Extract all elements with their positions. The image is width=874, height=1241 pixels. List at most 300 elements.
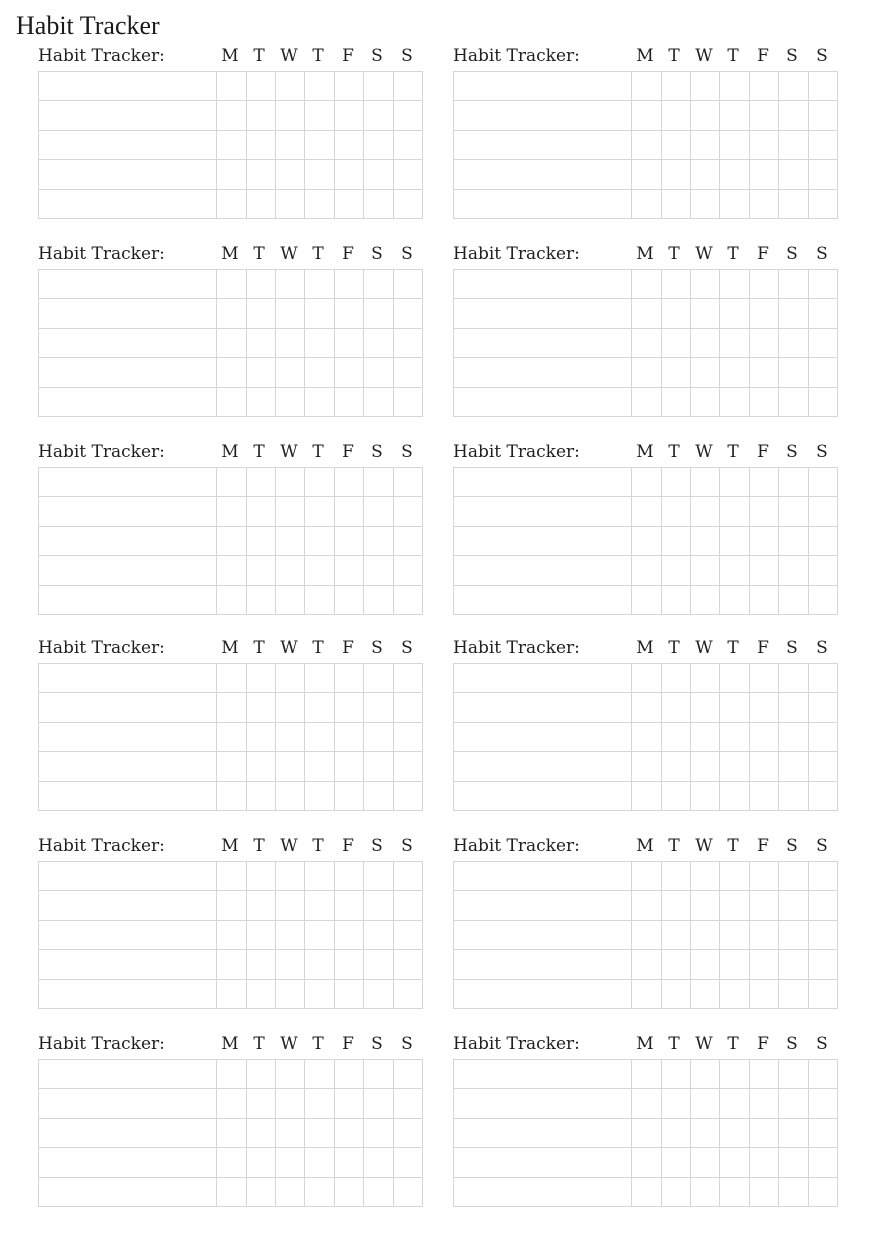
day-checkbox-cell[interactable] [276,299,305,328]
day-checkbox-cell[interactable] [632,950,661,979]
day-checkbox-cell[interactable] [632,920,661,949]
day-checkbox-cell[interactable] [779,1118,808,1147]
day-checkbox-cell[interactable] [276,101,305,130]
day-checkbox-cell[interactable] [305,130,334,159]
habit-name-cell[interactable] [454,920,632,949]
day-checkbox-cell[interactable] [749,387,778,416]
day-checkbox-cell[interactable] [217,526,246,555]
day-checkbox-cell[interactable] [276,328,305,357]
day-checkbox-cell[interactable] [691,1148,720,1177]
day-checkbox-cell[interactable] [632,1177,661,1206]
day-checkbox-cell[interactable] [364,526,393,555]
day-checkbox-cell[interactable] [246,752,275,781]
day-checkbox-cell[interactable] [246,693,275,722]
day-checkbox-cell[interactable] [808,72,837,101]
day-checkbox-cell[interactable] [393,72,422,101]
day-checkbox-cell[interactable] [217,358,246,387]
day-checkbox-cell[interactable] [720,556,749,585]
day-checkbox-cell[interactable] [632,358,661,387]
day-checkbox-cell[interactable] [632,270,661,299]
day-checkbox-cell[interactable] [661,979,690,1008]
day-checkbox-cell[interactable] [393,693,422,722]
day-checkbox-cell[interactable] [305,722,334,751]
day-checkbox-cell[interactable] [334,1089,363,1118]
day-checkbox-cell[interactable] [691,497,720,526]
day-checkbox-cell[interactable] [661,299,690,328]
day-checkbox-cell[interactable] [246,270,275,299]
habit-name-cell[interactable] [39,72,217,101]
habit-name-cell[interactable] [39,328,217,357]
day-checkbox-cell[interactable] [749,299,778,328]
day-checkbox-cell[interactable] [393,299,422,328]
day-checkbox-cell[interactable] [364,862,393,891]
day-checkbox-cell[interactable] [305,270,334,299]
day-checkbox-cell[interactable] [393,862,422,891]
day-checkbox-cell[interactable] [808,328,837,357]
day-checkbox-cell[interactable] [808,299,837,328]
day-checkbox-cell[interactable] [720,1118,749,1147]
day-checkbox-cell[interactable] [246,1118,275,1147]
day-checkbox-cell[interactable] [217,979,246,1008]
day-checkbox-cell[interactable] [217,468,246,497]
day-checkbox-cell[interactable] [276,358,305,387]
day-checkbox-cell[interactable] [217,189,246,218]
day-checkbox-cell[interactable] [661,72,690,101]
day-checkbox-cell[interactable] [720,1148,749,1177]
day-checkbox-cell[interactable] [364,387,393,416]
day-checkbox-cell[interactable] [808,526,837,555]
day-checkbox-cell[interactable] [691,358,720,387]
day-checkbox-cell[interactable] [305,160,334,189]
day-checkbox-cell[interactable] [779,722,808,751]
day-checkbox-cell[interactable] [779,358,808,387]
day-checkbox-cell[interactable] [749,862,778,891]
day-checkbox-cell[interactable] [720,862,749,891]
day-checkbox-cell[interactable] [217,299,246,328]
day-checkbox-cell[interactable] [364,752,393,781]
day-checkbox-cell[interactable] [217,1118,246,1147]
day-checkbox-cell[interactable] [393,1089,422,1118]
day-checkbox-cell[interactable] [217,891,246,920]
day-checkbox-cell[interactable] [217,752,246,781]
day-checkbox-cell[interactable] [334,328,363,357]
day-checkbox-cell[interactable] [691,468,720,497]
day-checkbox-cell[interactable] [364,950,393,979]
day-checkbox-cell[interactable] [691,101,720,130]
day-checkbox-cell[interactable] [217,1148,246,1177]
day-checkbox-cell[interactable] [334,160,363,189]
habit-name-cell[interactable] [39,722,217,751]
day-checkbox-cell[interactable] [364,891,393,920]
day-checkbox-cell[interactable] [808,1148,837,1177]
day-checkbox-cell[interactable] [661,468,690,497]
habit-name-cell[interactable] [39,497,217,526]
day-checkbox-cell[interactable] [808,920,837,949]
habit-name-cell[interactable] [454,664,632,693]
day-checkbox-cell[interactable] [779,950,808,979]
day-checkbox-cell[interactable] [661,862,690,891]
day-checkbox-cell[interactable] [246,664,275,693]
habit-name-cell[interactable] [454,72,632,101]
day-checkbox-cell[interactable] [632,328,661,357]
day-checkbox-cell[interactable] [749,1089,778,1118]
day-checkbox-cell[interactable] [749,1118,778,1147]
day-checkbox-cell[interactable] [276,920,305,949]
day-checkbox-cell[interactable] [720,920,749,949]
day-checkbox-cell[interactable] [779,920,808,949]
day-checkbox-cell[interactable] [691,130,720,159]
day-checkbox-cell[interactable] [246,950,275,979]
habit-name-cell[interactable] [454,693,632,722]
day-checkbox-cell[interactable] [691,387,720,416]
day-checkbox-cell[interactable] [749,693,778,722]
day-checkbox-cell[interactable] [246,299,275,328]
day-checkbox-cell[interactable] [661,1089,690,1118]
day-checkbox-cell[interactable] [217,781,246,810]
day-checkbox-cell[interactable] [779,160,808,189]
day-checkbox-cell[interactable] [246,189,275,218]
day-checkbox-cell[interactable] [334,693,363,722]
day-checkbox-cell[interactable] [276,1089,305,1118]
day-checkbox-cell[interactable] [779,189,808,218]
day-checkbox-cell[interactable] [779,1060,808,1089]
day-checkbox-cell[interactable] [632,72,661,101]
day-checkbox-cell[interactable] [364,585,393,614]
day-checkbox-cell[interactable] [691,270,720,299]
day-checkbox-cell[interactable] [632,979,661,1008]
day-checkbox-cell[interactable] [749,920,778,949]
day-checkbox-cell[interactable] [276,189,305,218]
day-checkbox-cell[interactable] [217,328,246,357]
day-checkbox-cell[interactable] [305,556,334,585]
day-checkbox-cell[interactable] [364,722,393,751]
day-checkbox-cell[interactable] [334,72,363,101]
day-checkbox-cell[interactable] [364,781,393,810]
day-checkbox-cell[interactable] [393,358,422,387]
day-checkbox-cell[interactable] [393,468,422,497]
habit-name-cell[interactable] [39,1060,217,1089]
habit-name-cell[interactable] [454,101,632,130]
day-checkbox-cell[interactable] [305,979,334,1008]
day-checkbox-cell[interactable] [749,72,778,101]
day-checkbox-cell[interactable] [246,1089,275,1118]
habit-name-cell[interactable] [454,526,632,555]
day-checkbox-cell[interactable] [364,299,393,328]
day-checkbox-cell[interactable] [808,468,837,497]
habit-name-cell[interactable] [39,862,217,891]
day-checkbox-cell[interactable] [632,1060,661,1089]
day-checkbox-cell[interactable] [364,1148,393,1177]
habit-name-cell[interactable] [39,387,217,416]
day-checkbox-cell[interactable] [779,862,808,891]
day-checkbox-cell[interactable] [691,1118,720,1147]
day-checkbox-cell[interactable] [779,979,808,1008]
day-checkbox-cell[interactable] [808,1060,837,1089]
day-checkbox-cell[interactable] [334,722,363,751]
habit-name-cell[interactable] [454,468,632,497]
day-checkbox-cell[interactable] [691,781,720,810]
day-checkbox-cell[interactable] [246,556,275,585]
day-checkbox-cell[interactable] [393,497,422,526]
habit-name-cell[interactable] [454,862,632,891]
day-checkbox-cell[interactable] [661,1148,690,1177]
habit-name-cell[interactable] [454,722,632,751]
day-checkbox-cell[interactable] [779,693,808,722]
day-checkbox-cell[interactable] [305,585,334,614]
day-checkbox-cell[interactable] [334,891,363,920]
day-checkbox-cell[interactable] [720,160,749,189]
day-checkbox-cell[interactable] [632,664,661,693]
day-checkbox-cell[interactable] [661,752,690,781]
day-checkbox-cell[interactable] [808,752,837,781]
day-checkbox-cell[interactable] [632,1148,661,1177]
day-checkbox-cell[interactable] [691,862,720,891]
day-checkbox-cell[interactable] [364,693,393,722]
day-checkbox-cell[interactable] [305,358,334,387]
day-checkbox-cell[interactable] [749,781,778,810]
day-checkbox-cell[interactable] [691,891,720,920]
habit-name-cell[interactable] [454,387,632,416]
day-checkbox-cell[interactable] [246,497,275,526]
day-checkbox-cell[interactable] [632,556,661,585]
day-checkbox-cell[interactable] [691,979,720,1008]
day-checkbox-cell[interactable] [246,585,275,614]
day-checkbox-cell[interactable] [749,664,778,693]
day-checkbox-cell[interactable] [246,387,275,416]
day-checkbox-cell[interactable] [217,130,246,159]
habit-name-cell[interactable] [454,328,632,357]
day-checkbox-cell[interactable] [661,497,690,526]
day-checkbox-cell[interactable] [276,1148,305,1177]
day-checkbox-cell[interactable] [779,72,808,101]
day-checkbox-cell[interactable] [720,328,749,357]
day-checkbox-cell[interactable] [393,979,422,1008]
day-checkbox-cell[interactable] [808,160,837,189]
day-checkbox-cell[interactable] [749,1060,778,1089]
day-checkbox-cell[interactable] [632,526,661,555]
habit-name-cell[interactable] [39,1177,217,1206]
day-checkbox-cell[interactable] [364,328,393,357]
day-checkbox-cell[interactable] [632,1089,661,1118]
day-checkbox-cell[interactable] [334,468,363,497]
day-checkbox-cell[interactable] [632,862,661,891]
day-checkbox-cell[interactable] [720,781,749,810]
day-checkbox-cell[interactable] [808,101,837,130]
habit-name-cell[interactable] [39,693,217,722]
day-checkbox-cell[interactable] [334,664,363,693]
habit-name-cell[interactable] [39,556,217,585]
day-checkbox-cell[interactable] [305,526,334,555]
day-checkbox-cell[interactable] [808,358,837,387]
day-checkbox-cell[interactable] [276,387,305,416]
day-checkbox-cell[interactable] [720,387,749,416]
day-checkbox-cell[interactable] [217,862,246,891]
habit-name-cell[interactable] [454,752,632,781]
day-checkbox-cell[interactable] [691,664,720,693]
day-checkbox-cell[interactable] [779,497,808,526]
habit-name-cell[interactable] [454,950,632,979]
day-checkbox-cell[interactable] [661,781,690,810]
day-checkbox-cell[interactable] [217,722,246,751]
day-checkbox-cell[interactable] [305,72,334,101]
day-checkbox-cell[interactable] [246,1148,275,1177]
day-checkbox-cell[interactable] [393,891,422,920]
day-checkbox-cell[interactable] [808,950,837,979]
day-checkbox-cell[interactable] [305,387,334,416]
day-checkbox-cell[interactable] [808,862,837,891]
day-checkbox-cell[interactable] [691,920,720,949]
day-checkbox-cell[interactable] [632,1118,661,1147]
day-checkbox-cell[interactable] [632,722,661,751]
day-checkbox-cell[interactable] [661,722,690,751]
day-checkbox-cell[interactable] [779,270,808,299]
day-checkbox-cell[interactable] [217,160,246,189]
day-checkbox-cell[interactable] [276,950,305,979]
day-checkbox-cell[interactable] [808,1177,837,1206]
day-checkbox-cell[interactable] [779,101,808,130]
day-checkbox-cell[interactable] [276,160,305,189]
day-checkbox-cell[interactable] [246,358,275,387]
day-checkbox-cell[interactable] [779,664,808,693]
day-checkbox-cell[interactable] [808,270,837,299]
habit-name-cell[interactable] [39,299,217,328]
habit-name-cell[interactable] [454,358,632,387]
day-checkbox-cell[interactable] [334,920,363,949]
day-checkbox-cell[interactable] [779,328,808,357]
day-checkbox-cell[interactable] [749,160,778,189]
day-checkbox-cell[interactable] [749,468,778,497]
day-checkbox-cell[interactable] [217,1060,246,1089]
day-checkbox-cell[interactable] [246,160,275,189]
day-checkbox-cell[interactable] [305,299,334,328]
day-checkbox-cell[interactable] [691,299,720,328]
day-checkbox-cell[interactable] [276,468,305,497]
day-checkbox-cell[interactable] [393,1118,422,1147]
day-checkbox-cell[interactable] [276,1177,305,1206]
day-checkbox-cell[interactable] [749,1148,778,1177]
day-checkbox-cell[interactable] [779,585,808,614]
day-checkbox-cell[interactable] [364,1177,393,1206]
day-checkbox-cell[interactable] [632,101,661,130]
day-checkbox-cell[interactable] [720,1089,749,1118]
day-checkbox-cell[interactable] [305,1148,334,1177]
day-checkbox-cell[interactable] [393,664,422,693]
day-checkbox-cell[interactable] [276,1060,305,1089]
day-checkbox-cell[interactable] [661,189,690,218]
day-checkbox-cell[interactable] [334,781,363,810]
day-checkbox-cell[interactable] [691,328,720,357]
day-checkbox-cell[interactable] [661,664,690,693]
day-checkbox-cell[interactable] [661,270,690,299]
day-checkbox-cell[interactable] [661,328,690,357]
day-checkbox-cell[interactable] [691,1060,720,1089]
day-checkbox-cell[interactable] [305,920,334,949]
habit-name-cell[interactable] [39,160,217,189]
day-checkbox-cell[interactable] [720,752,749,781]
day-checkbox-cell[interactable] [276,556,305,585]
habit-name-cell[interactable] [454,270,632,299]
day-checkbox-cell[interactable] [661,950,690,979]
day-checkbox-cell[interactable] [720,270,749,299]
day-checkbox-cell[interactable] [691,585,720,614]
day-checkbox-cell[interactable] [305,1118,334,1147]
day-checkbox-cell[interactable] [632,189,661,218]
habit-name-cell[interactable] [39,979,217,1008]
habit-name-cell[interactable] [454,497,632,526]
day-checkbox-cell[interactable] [334,979,363,1008]
day-checkbox-cell[interactable] [808,1118,837,1147]
day-checkbox-cell[interactable] [364,1060,393,1089]
day-checkbox-cell[interactable] [691,950,720,979]
day-checkbox-cell[interactable] [246,1060,275,1089]
day-checkbox-cell[interactable] [334,270,363,299]
day-checkbox-cell[interactable] [749,950,778,979]
day-checkbox-cell[interactable] [808,556,837,585]
day-checkbox-cell[interactable] [364,72,393,101]
habit-name-cell[interactable] [39,1118,217,1147]
day-checkbox-cell[interactable] [246,101,275,130]
day-checkbox-cell[interactable] [276,979,305,1008]
day-checkbox-cell[interactable] [276,781,305,810]
habit-name-cell[interactable] [39,664,217,693]
day-checkbox-cell[interactable] [808,497,837,526]
habit-name-cell[interactable] [454,1148,632,1177]
day-checkbox-cell[interactable] [720,526,749,555]
day-checkbox-cell[interactable] [364,556,393,585]
day-checkbox-cell[interactable] [305,950,334,979]
habit-name-cell[interactable] [454,189,632,218]
day-checkbox-cell[interactable] [305,189,334,218]
day-checkbox-cell[interactable] [393,160,422,189]
day-checkbox-cell[interactable] [749,189,778,218]
day-checkbox-cell[interactable] [246,862,275,891]
day-checkbox-cell[interactable] [334,130,363,159]
day-checkbox-cell[interactable] [364,497,393,526]
habit-name-cell[interactable] [39,526,217,555]
day-checkbox-cell[interactable] [393,920,422,949]
day-checkbox-cell[interactable] [305,497,334,526]
day-checkbox-cell[interactable] [720,497,749,526]
day-checkbox-cell[interactable] [276,585,305,614]
day-checkbox-cell[interactable] [720,891,749,920]
day-checkbox-cell[interactable] [720,1060,749,1089]
day-checkbox-cell[interactable] [334,1118,363,1147]
day-checkbox-cell[interactable] [334,387,363,416]
day-checkbox-cell[interactable] [217,920,246,949]
habit-name-cell[interactable] [39,891,217,920]
day-checkbox-cell[interactable] [364,160,393,189]
day-checkbox-cell[interactable] [305,862,334,891]
day-checkbox-cell[interactable] [217,950,246,979]
day-checkbox-cell[interactable] [720,101,749,130]
day-checkbox-cell[interactable] [364,920,393,949]
habit-name-cell[interactable] [454,585,632,614]
day-checkbox-cell[interactable] [364,130,393,159]
day-checkbox-cell[interactable] [779,781,808,810]
habit-name-cell[interactable] [454,299,632,328]
day-checkbox-cell[interactable] [334,497,363,526]
day-checkbox-cell[interactable] [632,468,661,497]
day-checkbox-cell[interactable] [661,556,690,585]
day-checkbox-cell[interactable] [364,101,393,130]
day-checkbox-cell[interactable] [393,328,422,357]
day-checkbox-cell[interactable] [334,752,363,781]
day-checkbox-cell[interactable] [334,101,363,130]
day-checkbox-cell[interactable] [217,497,246,526]
day-checkbox-cell[interactable] [276,693,305,722]
day-checkbox-cell[interactable] [393,189,422,218]
day-checkbox-cell[interactable] [276,862,305,891]
